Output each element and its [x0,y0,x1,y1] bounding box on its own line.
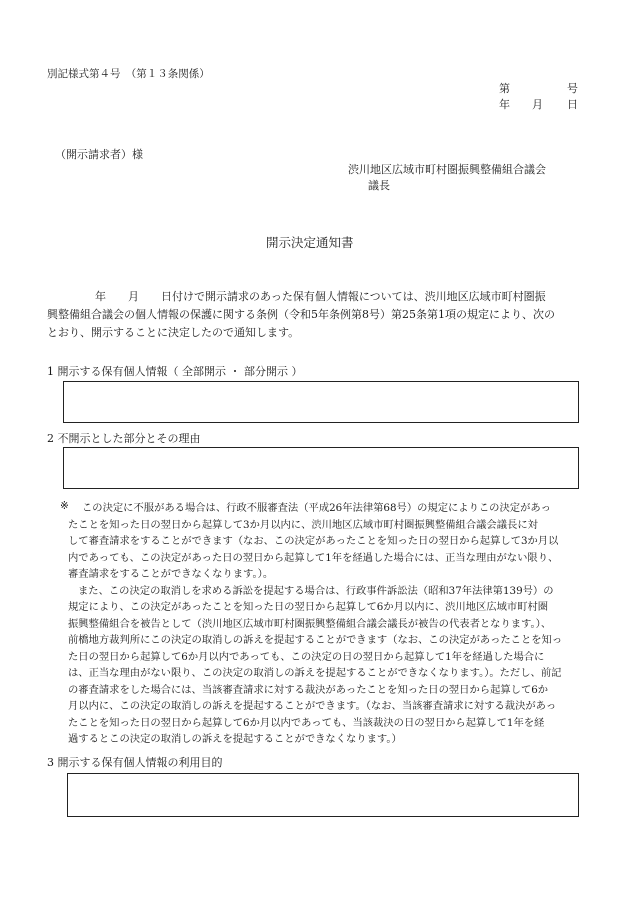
date-month-label: 月 [532,98,543,111]
addressee: （開示請求者）様 [55,148,143,161]
intro-line-1: 年 月 日付けで開示請求のあった保有個人情報については、渋川地区広域市町村圏振 [95,290,546,303]
document-title: 開示決定通知書 [266,235,354,250]
sender-title: 議長 [368,179,390,192]
note-line-15: 過するとこの決定の取消しの訴えを提起することができなくなります。） [68,733,402,745]
note-line-8: 振興整備組合を被告として（渋川地区広域市町村圏振興整備組合議会議長が被告の代表者となります。）、 [68,617,552,630]
note-line-3: して審査請求をすることができます（なお、この決定があったことを知った日の翌日から起算して3か月以 [68,535,559,547]
note-line-14: たことを知った日の翌日から起算して6か月以内であっても、当該裁決の日の翌日から起算して1年を経 [68,716,545,729]
intro-line-2: 興整備組合議会の個人情報の保護に関する条例（令和5年条例第8号）第25条第1項の規定により、次の [47,308,555,321]
note-line-13: 月以内に、この決定の取消しの訴えを提起することができます。（なお、当該審査請求に対する裁決があっ [68,700,557,712]
note-line-5: 審査請求をすることができなくなります。）。 [68,568,274,580]
intro-paragraph [47,288,555,342]
note-line-1: この決定に不服がある場合は、行政不服審査法（平成26年法律第68号）の規定によりこの決定があっ [82,502,551,514]
date-year-label: 年 [499,98,510,111]
note-line-11: は、正当な理由がない限り、この決定の取消しの訴えを提起することができなくなります。）。ただし、前記 [68,667,562,679]
form-label: 別記様式第４号 （第１３条関係） [47,68,210,80]
sender-organization: 渋川地区広域市町村圏振興整備組合議会 [348,163,546,176]
note-line-7: 規定により、この決定があったことを知った日の翌日から起算して6か月以内に、渋川地区広域市町村圏 [68,601,549,613]
note-line-6: また、この決定の取消しを求める訴訟を提起する場合は、行政事件訴訟法（昭和37年法律第139号）の [78,584,554,597]
note-line-9: 前橋地方裁判所にこの決定の取消しの訴えを提起することができます（なお、この決定があったことを知っ [68,634,563,646]
section-2-box[interactable] [63,447,579,489]
note-line-12: の審査請求をした場合には、当該審査請求に対する裁決があったことを知った日の翌日から起算して6か [68,683,549,696]
note-mark: ※ [60,500,69,512]
date-day-label: 日 [567,98,578,111]
note-line-4: 内であっても、この決定があった日の翌日から起算して1年を経過した場合には、正当な理由がない限り、 [68,551,559,564]
section-2-label: 2 不開示とした部分とその理由 [47,432,201,445]
document-number-prefix: 第 [499,82,510,95]
section-3-label: 3 開示する保有個人情報の利用目的 [47,756,223,769]
note-block [68,500,562,748]
section-1-box[interactable] [63,381,579,423]
section-3-box[interactable] [67,773,579,817]
document-number-suffix: 号 [567,82,578,95]
note-line-2: たことを知った日の翌日から起算して3か月以内に、渋川地区広域市町村圏振興整備組合議会議長に対 [68,518,538,531]
section-1-label: 1 開示する保有個人情報（ 全部開示 ・ 部分開示 ） [47,365,303,378]
intro-line-3: とおり、開示することに決定したので通知します。 [47,326,300,339]
note-line-10: た日の翌日から起算して6か月以内であっても、この決定の日の翌日から起算して1年を経過した場合に [68,650,545,663]
